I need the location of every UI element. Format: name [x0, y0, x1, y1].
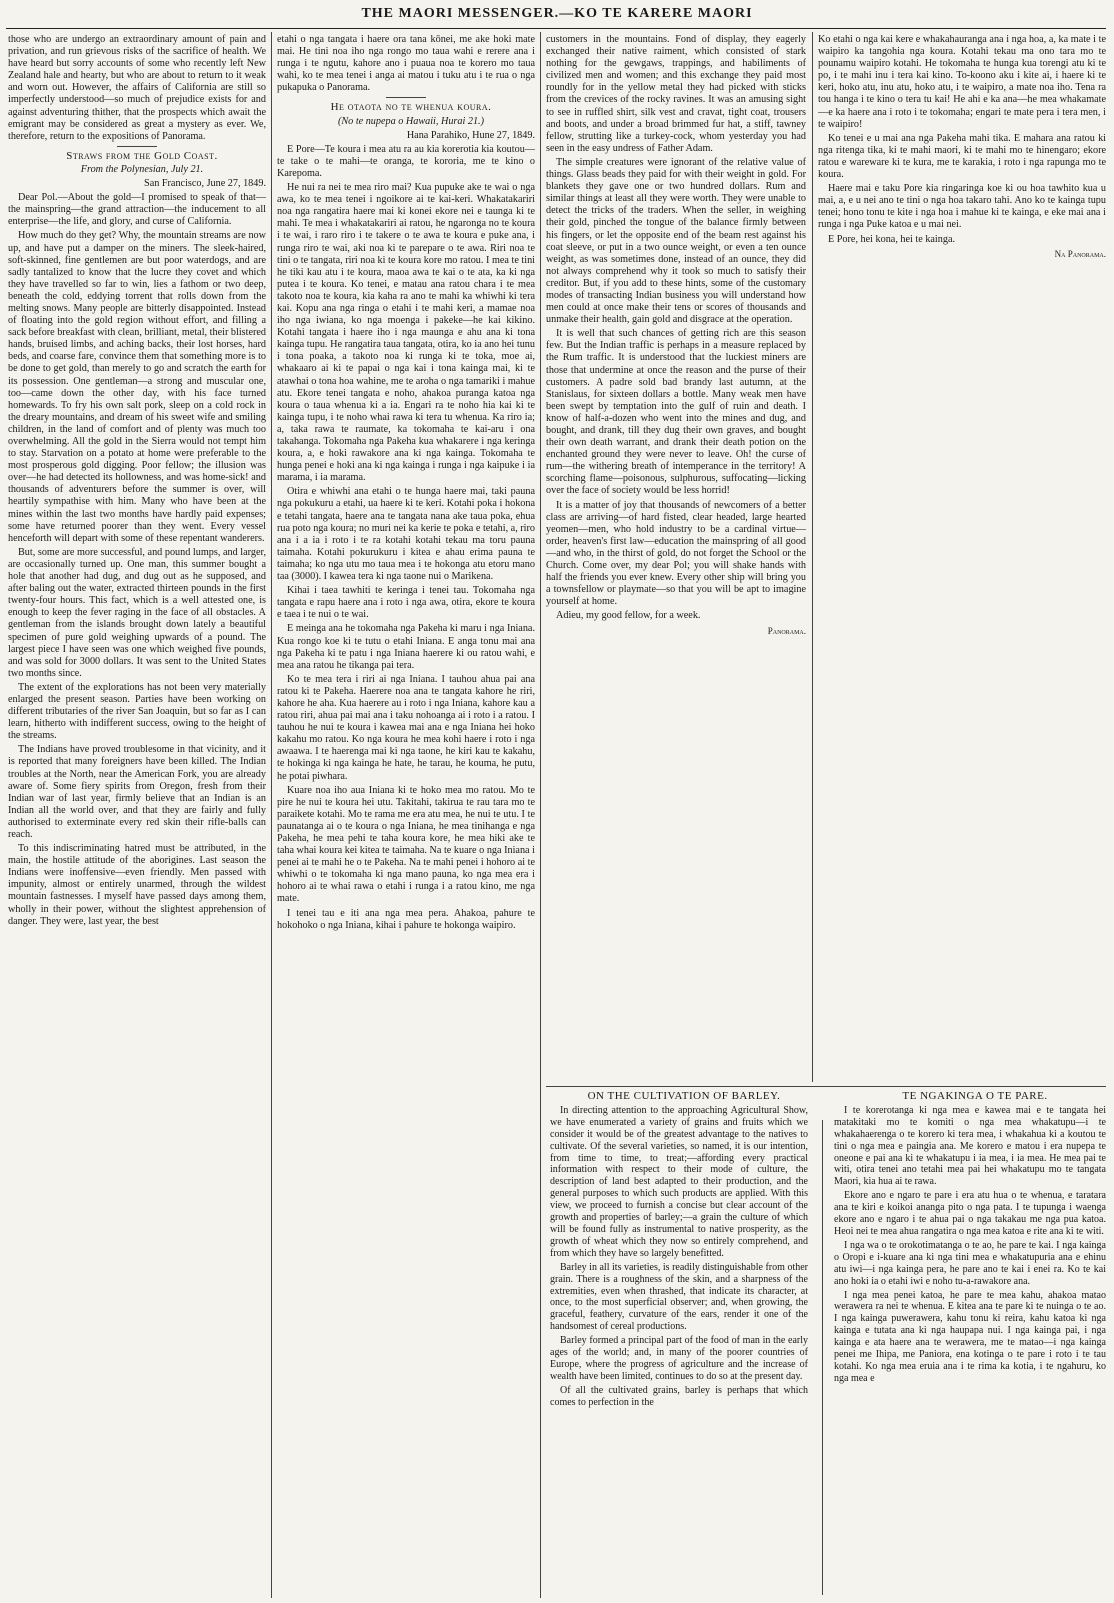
col2-paragraph: Kihai i taea tawhiti te keringa i tenei tau. Tokomaha nga tangata e rapu haere ana i roto i nga awa, otira, ekore te koura e taea i te nui o te wai. — [277, 585, 535, 621]
col4-paragraph: E Pore, hei kona, hei te kainga. — [828, 233, 956, 245]
col3-paragraph: The simple creatures were ignorant of the relative value of things. Glass beads they paid for with their weight in gold. For blankets they gave one or two hundred dollars. Rum and similar things at least all they were worth. They were unable to detect the tricks of the traders. When the seller, in weighing their gold, pinched the tongue of the balance firmly between his fingers, or let the opposite end of the beam rest against his coat sleeve, or put in a two ounce weight, or even a ten ounce weight, as was sometimes done, instead of an ounce, they did not always comprehend why it took so much to satisfy their creditor. But, if you add to these hints, some of the customary modes of transacting Indian business you will understand how men could at once make their tens or scores of thousands and unmake their health, gain gold and disgrace at the operation. — [546, 156, 806, 326]
column-1 — [8, 34, 266, 1594]
col1-paragraph: those who are undergo an extraordinary amount of pain and privation, and run grievous risks of the sacrifice of health. We have heard but sorry accounts of some who recently left New Zealand hale and hearty, but who are about to return to it weak and worn out. However, the affairs of California are still so imperfectly understood—so much of prejudice exists for and against adventuring thither, that the prospects which await the emigrant may be considered as great a mystery as ever. We, therefore, return to the expositions of Panorama. — [8, 34, 266, 142]
col3-paragraph: It is a matter of joy that thousands of newcomers of a better class are arriving—of hard fisted, clear headed, large hearted yeomen—men, who hold industry to be a cardinal virtue—order, heaven's first law—education the mainspring of all good—and who, in the thirst of gold, do not forget the School or the Church. Come over, my dear Pol; you will shake hands with half the friends you ever knew. Every other ship will bring you a townsfellow or playmate—so that you will be apt to imagine yourself at home. — [546, 499, 806, 608]
column-4 — [818, 34, 1106, 1084]
col1-paragraph: How much do they get? Why, the mountain streams are now up, and have put a damper on the miners. The sleek-haired, soft-skinned, fine gentlemen are but poor waterdogs, and are sadly tantalized to know that the lucre they covet and which they have travelled so far to win, lies a fathom or two deep, beneath the cold, eddying torrent that rolls down from the melting snows. Many people are bitterly disappointed. Instead of floating into the gold region without effort, and filling a sack before breakfast with clean, brilliant, metal, their blistered hands, bruised limbs, and aching backs, their lost horses, hard beds, and coarse fare, convince them that something more is to be done to get gold, than merely to go and scratch the earth for its possession. One gentleman—a strong and muscular one, too—came down the other day, with his face turned homewards. To fry his own salt pork, sleep on a cold rock in the dreary mountains, and dream of his sweet wife and smiling children, in the land of comfort and of plenty was much too overwhelming. All the gold in the Sierra would not tempt him to stay. Starvation on a potato at home were preferable to the most prosperous gold digging. Poor fellow; the illusion was over—he had detected its hollowness, and was home-sick! and thousands of adventurers before the summer is over, will heartily sympathise with him. Many who have been at the mines within the last two months have hardly paid expenses; some have returned poorer than they went. Every vessel henceforth will depart with some of these repentant wanderers. — [8, 230, 266, 544]
col1-paragraph: The Indians have proved troublesome in that vicinity, and it is reported that many foreigners have been killed. The Indian troubles at the North, near the American Fork, you are already aware of. Some fiery spirits from Oregon, fresh from their Indian war of last year, firmly believe that an Indian is an Indian all the world over, and that they are fairly and fully authorised to exterminate every red skin their rifle-balls can reach. — [8, 744, 266, 840]
barley-paragraph: I nga wa o te orokotimatanga o te ao, he pare te kai. I nga kainga o Oropi e i-kuare ana ki nga tini mea e whakatupuria ana e ehinu atu iwi—i nga kainga pera, he pare ano te kai i enei ra. Ko te kai ano hoki ia o etahi iwi e noho tu-a-rawakore ana. — [834, 1239, 1106, 1287]
barley-paragraph: In directing attention to the approaching Agricultural Show, we have enumerated a variety of grains and fruits which we consider it would be of the greatest advantage to the natives to cultivate. Of the several varieties, so named, it is our intention, from time to time, to treat;—affording every practical information with respect to their mode of culture, the description of land best adapted to their production, and the general purposes to which such products are applied. With this view, we proceed to furnish a concise but clear account of the growth and properties of barley;—a grain the culture of which will be found fully as instrumental to native prosperity, as the growth of wheat which they now so entirely comprehend, and from which they have so largely benefitted. — [550, 1104, 808, 1259]
barley-maori-column — [834, 1091, 1106, 1591]
barley-heading-mi: TE NGAKINGA O TE PARE. — [902, 1091, 1048, 1102]
article-dateline: Hana Parahiko, Hune 27, 1849. — [406, 129, 535, 141]
column-divider — [540, 32, 541, 1598]
masthead: THE MAORI MESSENGER.—KO TE KARERE MAORI — [361, 6, 753, 21]
barley-heading-en: ON THE CULTIVATION OF BARLEY. — [587, 1091, 781, 1102]
col1-paragraph: To this indiscriminating hatred must be attributed, in the main, the hostile attitude of the aborigines. Last season the Indians were inoffensive—even friendly. Men passed with impunity, almost or entirely unarmed, through the wildest mountain fastnesses. I myself have passed days among them, wholly in their power, without the slightest apprehension of danger. They were, last year, the best — [8, 843, 266, 927]
col1-paragraph: But, some are more successful, and pound lumps, and larger, are occasionally turned up. One man, this summer bought a hole that another had dug, and dug out as he supposed, and after baling out the water, extracted thirteen pounds in the first twenty-four hours. This fact, which is a well attested one, is enough to keep the fever raging in the face of all obstacles. A gentleman from the islands brought down lately a beautiful specimen of pure gold weighing upwards of a pound. The largest piece I have seen was one which weighed five pounds, and was sold for 3000 dollars. It was sent to the United States two months since. — [8, 546, 266, 679]
barley-paragraph: Of all the cultivated grains, barley is perhaps that which comes to perfection in the — [550, 1384, 808, 1408]
col1-paragraph: The extent of the explorations has not been very materially enlarged the present season. Parties have been working on different tributaries of the river San Joaquin, but so far as I can learn, hitherto with indifferent success, owing to the height of the streams. — [8, 681, 266, 742]
signature: Panorama. — [767, 625, 806, 636]
col2-paragraph: I tenei tau e iti ana nga mea pera. Ahakoa, pahure te hokohoko o nga Iniana, kihai i pahure te hokonga waipiro. — [277, 907, 535, 931]
divider — [386, 97, 426, 98]
col3-paragraph: Adieu, my good fellow, for a week. — [556, 610, 701, 622]
col2-paragraph: Otira e whiwhi ana etahi o te hunga haere mai, taki pauna nga pokukuru a etahi, ua haere ki te keri. Kotahi poka i hokona e tetahi tangata, haere ana te tangata nana ake taua poka, ehua rua poto nga koura; no muri nei ka kerie te poka e tetahi, a, riro ana i a ia i roto i te ra kotahi kotahi tekau ma toru pauna taimaha. Kotahi pokurukuru i kitea e ahau erima pauna te taimaha; ko nga utu mo taua mea i te hokonga atu etoru mano taa (3000). I kawea tera ki nga taone nui o Marikena. — [277, 486, 535, 583]
col1-paragraph: Dear Pol.—About the gold—I promised to speak of that—the mainspring—the grand attraction—the inducement to all enterprise—the life, and glory, and curse of California. — [8, 192, 266, 228]
masthead-rule — [6, 28, 1106, 29]
col2-paragraph: E meinga ana he tokomaha nga Pakeha ki maru i nga Iniana. Kua rongo koe ki te tutu o etahi Iniana. E anga tonu mai ana nga Pakeha ki te patu i nga Iniana haerere ki ou ratou wahi, e mea ana ratou he tikanga pai tera. — [277, 623, 535, 671]
column-divider — [271, 32, 272, 1598]
signature: Na Panorama. — [1054, 248, 1106, 259]
barley-paragraph: I te korerotanga ki nga mea e kawea mai e te tangata hei matakitaki mo te komiti o nga mea whakatupu—i te whakahaerenga o te korero ki tera mea, i whakahua ki a koutou te tini o nga mea e paingia ana. Me korero e matou i era nupepa te oneone e pai ana ki te whakatupu i ia mea, i ia mea. He mea pai te witi, otira tenei ano tetahi mea pai hei whakatupu mo te tangata Maori, kia hua ai te rawa. — [834, 1104, 1106, 1188]
col4-paragraph: Haere mai e taku Pore kia ringaringa koe ki ou hoa tawhito kua u mai, a, e u nei ano te tini o nga hoa takaro tahi. Ano ko te kainga tupu tenei; hono tonu te kite i nga hoa i mahue ki te kainga, e eke mai ana i runga i nga Puke katoa e u mai nei. — [818, 183, 1106, 231]
col3-paragraph: customers in the mountains. Fond of display, they eagerly exchanged their native raiment, which consisted of stark nothing for the gewgaws, trappings, and habiliments of civilized men and women; and this exchange they paid most roundly for in the yellow metal they had picked with sticks from the crevices of the rocky ravines. It was an amusing sight to see in ruffled shirt, silk vest and cravat, tight coat, trousers and boots, and under a broad brimmed fur hat, a stiff, tawney fellow, strutting like a turkey-cock, whom yesterday you had seen in the easy undress of Father Adam. — [546, 34, 806, 154]
barley-paragraph: Barley in all its varieties, is readily distinguishable from other grain. There is a roughness of the skin, and a sharpness of the extremities, even when thrashed, that indicate its character, at once, to the most superficial observer; and, when growing, the graceful, feathery, curvature of the ears, render it one of the handsomest of cereal productions. — [550, 1261, 808, 1333]
barley-paragraph: Ekore ano e ngaro te pare i era atu hua o te whenua, e taratara ana te kiri e koikoi ananga pito o nga pata. I te tupunga i waenga ekore ano e ngaro i te ahua pai o nga takakau me nga pua katoa. Heoi nei te mea ahua rangatira o nga mea katoa e rite ana ki te witi. — [834, 1190, 1106, 1237]
col2-paragraph: He nui ra nei te mea riro mai? Kua pupuke ake te wai o nga awa, ko te mea tenei i ngoikore ai te kai-keri. Whakatakariri noa nga rangatira haere mai ki konei ekore nei e taunga ki te mahi. Te mea i whakatakariri ai ratou, he ngaronga no te koura i te wai, i raro riro i te takere o te awa te koura e puke ana, i runga riro te wai, aki noa ki te parepare o te awa. Riri noa te tini o te tangata, riri noa ki te koura kore mo ratou. I mea te tini he tiki kau atu i te koura, maoa awa te kai o te ata, ka ki nga putea i te koura. Ko tenei, e matau ana ratou chara i te mea takoto noa te koura, kia kaha ra ano te mahi ka whiwhi ki tera kai. Kopu ana nga ringa o etahi i te mahi keri, a mamae noa iho nga iwiana, ko nga moenga i pakeke—he kai kikino. Kotahi tangata i haere iho i nga maunga e ahu ana ki tona kainga tupu. He rangatira taua tangata, otira, ko ia ano hei tunu i tona poaka, a takoto noa ki runga ki te toka, moe ai, whakaaro ai ki te papai o nga kai i tona kainga mai, ki te atawhai o tona hoa wahine, me te aroha o nga tamariki i mahue atu. Ekore tenei tangata e noho, ahakoa puranga katoa nga koura o taua whenua ki a ia. Engari ra te noho hia kai ki te kainga tupu, i te noho whai rawa ki tera tu whenua. Ka riro ia; a, taka rawa te raumate, ka tokomaha te kai-aru i ona takahanga. Tokomaha nga Pakeha kua whakarere i nga keringa koura, a, e hoki rawakore ana ki nga kainga. Tokomaha te hunga penei e hoki ana ki nga kainga i runga i nga kaipuke i ia marama, i ia marama. — [277, 182, 535, 484]
divider — [117, 146, 157, 147]
column-divider — [822, 1120, 823, 1595]
column-divider — [812, 32, 813, 1082]
col2-paragraph: etahi o nga tangata i haere ora tana kōnei, me ake hoki mate mai. He tini noa iho nga rongo mo taua wahi e rerere ana i runga i te ngutu, kahore ano i puaua noa te korero mo taua wahi, ko te mea tenei i anga ai matou i tuku atu i te rua o nga pukapuka o Panorama. — [277, 34, 535, 94]
column-2 — [277, 34, 535, 1594]
barley-english-column — [550, 1091, 808, 1591]
column-3 — [546, 34, 806, 1084]
col4-paragraph: Ko tenei e u mai ana nga Pakeha mahi tika. E mahara ana ratou ki nga ritenga tika, ki te mahi maori, ki te mahi mo te hinengaro; ekore ratou e wareware ki te kura, me te karakia, i roto i nga rapunga mo te koura. — [818, 132, 1106, 181]
col2-paragraph: E Pore—Te koura i mea atu ra au kia korerotia kia koutou—te take o te mahi—te oranga, te kororia, me te kino o Karepoma. — [277, 143, 535, 179]
article-heading: He otaota no te whenua koura. — [330, 101, 492, 114]
col2-paragraph: Kuare noa iho aua Iniana ki te hoko mea mo ratou. Mo te pire he nui te koura hei utu. Takitahi, takirua te rau tara mo te paraikete kotahi. Mo te rama me era atu mea, he nui te utu. I te paunatanga ai o te koura o nga Iniana, he mea tinihanga e nga Pakeha, he mea pehi te taha koura kore, he mea hiki ake te taha whai koura kei kitea te taimaha. Na te kuare o nga Iniana i penei ai te mahi he o te Pakeha. Na te mahi penei i hohoro ai te whiwhi o te tokomaha ki nga mano pauna, ko nga mea era i hohoro ai te whai rawa o etahi i runga i a ratou kino, me nga mate. — [277, 784, 535, 905]
col4-paragraph: Ko etahi o nga kai kere e whakahauranga ana i nga hoa, a, ka mate i te waipiro ka tangohia nga koura. Kotahi tekau ma ono tara mo te pounamu waipiro kotahi. He tokomaha te hunga kua torengi atu ki te po, i te mahi inu i tera kai kino. To-koono aku i kite ai, i haere ki te keri, hoko atu, inu atu, hoko atu, i te waipiro, a mate noa iho. Tena ra tou hanga i te kino o tera tu kai! He ahi e ka ana—he mea whakamate—e ka haere ana i roto i te tokomaha; engari te mate pera i tera men, i te waipiro! — [818, 34, 1106, 130]
article-heading: Straws from the Gold Coast. — [66, 149, 218, 162]
barley-paragraph: Barley formed a principal part of the food of man in the early ages of the world; and, in many of the poorer countries of Europe, where the progress of agriculture and the increase of wealth have been limited, continues to do so at the present day. — [550, 1335, 808, 1382]
article-source: From the Polynesian, July 21. — [80, 163, 204, 175]
article-dateline: San Francisco, June 27, 1849. — [144, 178, 266, 190]
col3-paragraph: It is well that such chances of getting rich are this season few. But the Indian traffic is perhaps in a measure replaced by the Rum traffic. It is understood that the luckiest miners are those that undermine at once the reason and the purse of their customers. A padre sold bad brandy last autumn, at the Stanislaus, for sixteen dollars a bottle. Many weak men have been swept by temptation into the gulf of ruin and death. I know of half-a-dozen who went into the mines and dug, and bought, and drank, till they dug their own graves, and bought their own death warrant, and drank their death potion on the enchanted ground they were never to leave. Oh! the curse of rum—the withering breath of intemperance in the territory! A scorching flame—poisonous, sulphurous, suffocating—licking over the face of society would be less horrid! — [546, 328, 806, 497]
section-rule — [546, 1086, 1106, 1087]
col2-paragraph: Ko te mea tera i riri ai nga Iniana. I tauhou ahua pai ana ratou ki te Pakeha. Haerere noa ana te tangata kahore he riri, kahore he aha. Kua haerere au i roto i nga Iniana, kahore kau a ratou riri, ahua pai mai ana i taku nohoanga ai i roto i a ratou. I tauhou he nui te koura i kawea mai ana e nga Iniana hei hoko kakahu mo ratou. Ko nga koura he mea kohi haere i roto i nga awaawa. I te haerenga mai ki nga taone, he kiri kau te kakahu, te hokinga ki nga kainga he hate, he tarau, he kouma, he putu, he potai piwhara. — [277, 673, 535, 782]
barley-paragraph: I nga mea penei katoa, he pare te mea kahu, ahakoa matao werawera ra nei te whenua. E kitea ana te pare ki te nuinga o te ao. I nga kainga puwerawera, kahu tonu ki reira, kahu katoa ki nga kainga e tutata ana ki nga haupapa nui. I nga kainga pai, i nga kainga e ata haere ana te werawera, me te matao—i nga kainga penei me Ihipa, me Paniora, ena kotinga o te pare i roto i te tau kotahi. Ko nga mea eruia ana i te rima ka kotia, i te ngahuru, ko nga mea e — [834, 1289, 1106, 1384]
article-source: (No te nupepa o Hawaii, Hurai 21.) — [337, 115, 484, 127]
